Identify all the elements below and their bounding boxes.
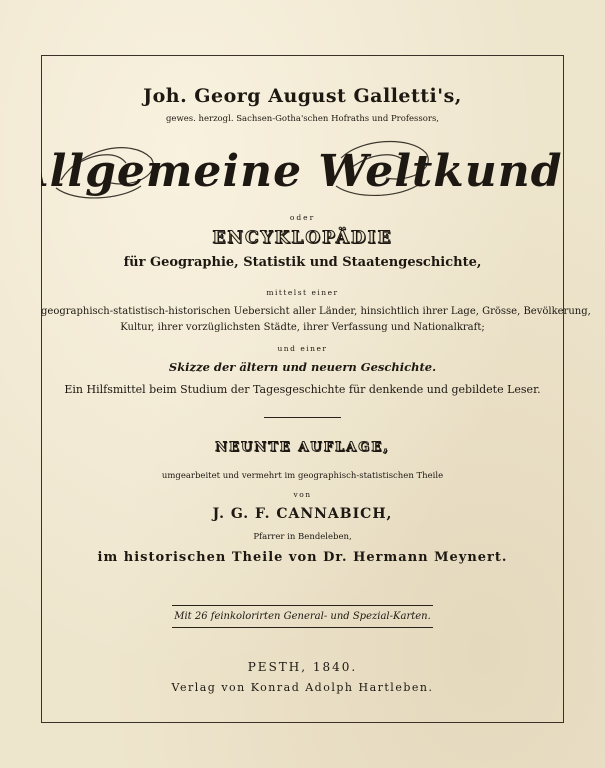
main-title-text: Allgemeine Weltkunde xyxy=(41,146,564,197)
author-name: Joh. Georg August Galletti's, xyxy=(143,85,462,107)
imprint-place-year: PESTH, 1840. xyxy=(247,660,358,674)
editor-name: J. G. F. CANNABICH, xyxy=(212,506,393,522)
author-title: gewes. herzogl. Sachsen-Gotha'schen Hofraths und Professors, xyxy=(165,114,440,124)
historical-editor-line: im historischen Theile von Dr. Hermann Meynert. xyxy=(97,550,508,565)
revision-note: umgearbeitet und vermehrt im geographisch-statistischen Theile xyxy=(161,471,444,481)
encyclopedia-heading: ENCYKLOPÄDIE xyxy=(212,228,393,248)
oder-connector: oder xyxy=(289,213,316,222)
publisher-line: Verlag von Konrad Adolph Hartleben. xyxy=(171,681,434,694)
separator-rule xyxy=(264,417,341,418)
description-line-1: geographisch-statistisch-historischen Uebersicht aller Länder, hinsichtlich ihrer Lage, Grösse, Bevölkerung, xyxy=(41,306,591,317)
edition-heading: NEUNTE AUFLAGE, xyxy=(215,440,390,455)
main-title-ornament xyxy=(41,128,564,208)
und-einer-connector: und einer xyxy=(277,344,328,353)
von-connector: von xyxy=(293,490,312,499)
main-title xyxy=(41,128,564,208)
description-line-2: Kultur, ihrer vorzüglichsten Städte, ihrer Verfassung und Nationalkraft; xyxy=(120,322,485,333)
maps-note: Mit 26 feinkolorirten General- und Spezial-Karten. xyxy=(172,605,433,628)
editor-title: Pfarrer in Bendeleben, xyxy=(253,532,352,542)
hilfsmittel-line: Ein Hilfsmittel beim Studium der Tagesgeschichte für denkende und gebildete Leser. xyxy=(64,383,541,396)
skizze-heading: Skizze der ältern und neuern Geschichte. xyxy=(168,360,437,374)
mittelst-connector: mittelst einer xyxy=(266,288,339,297)
subtitle: für Geographie, Statistik und Staatengeschichte, xyxy=(123,255,482,270)
